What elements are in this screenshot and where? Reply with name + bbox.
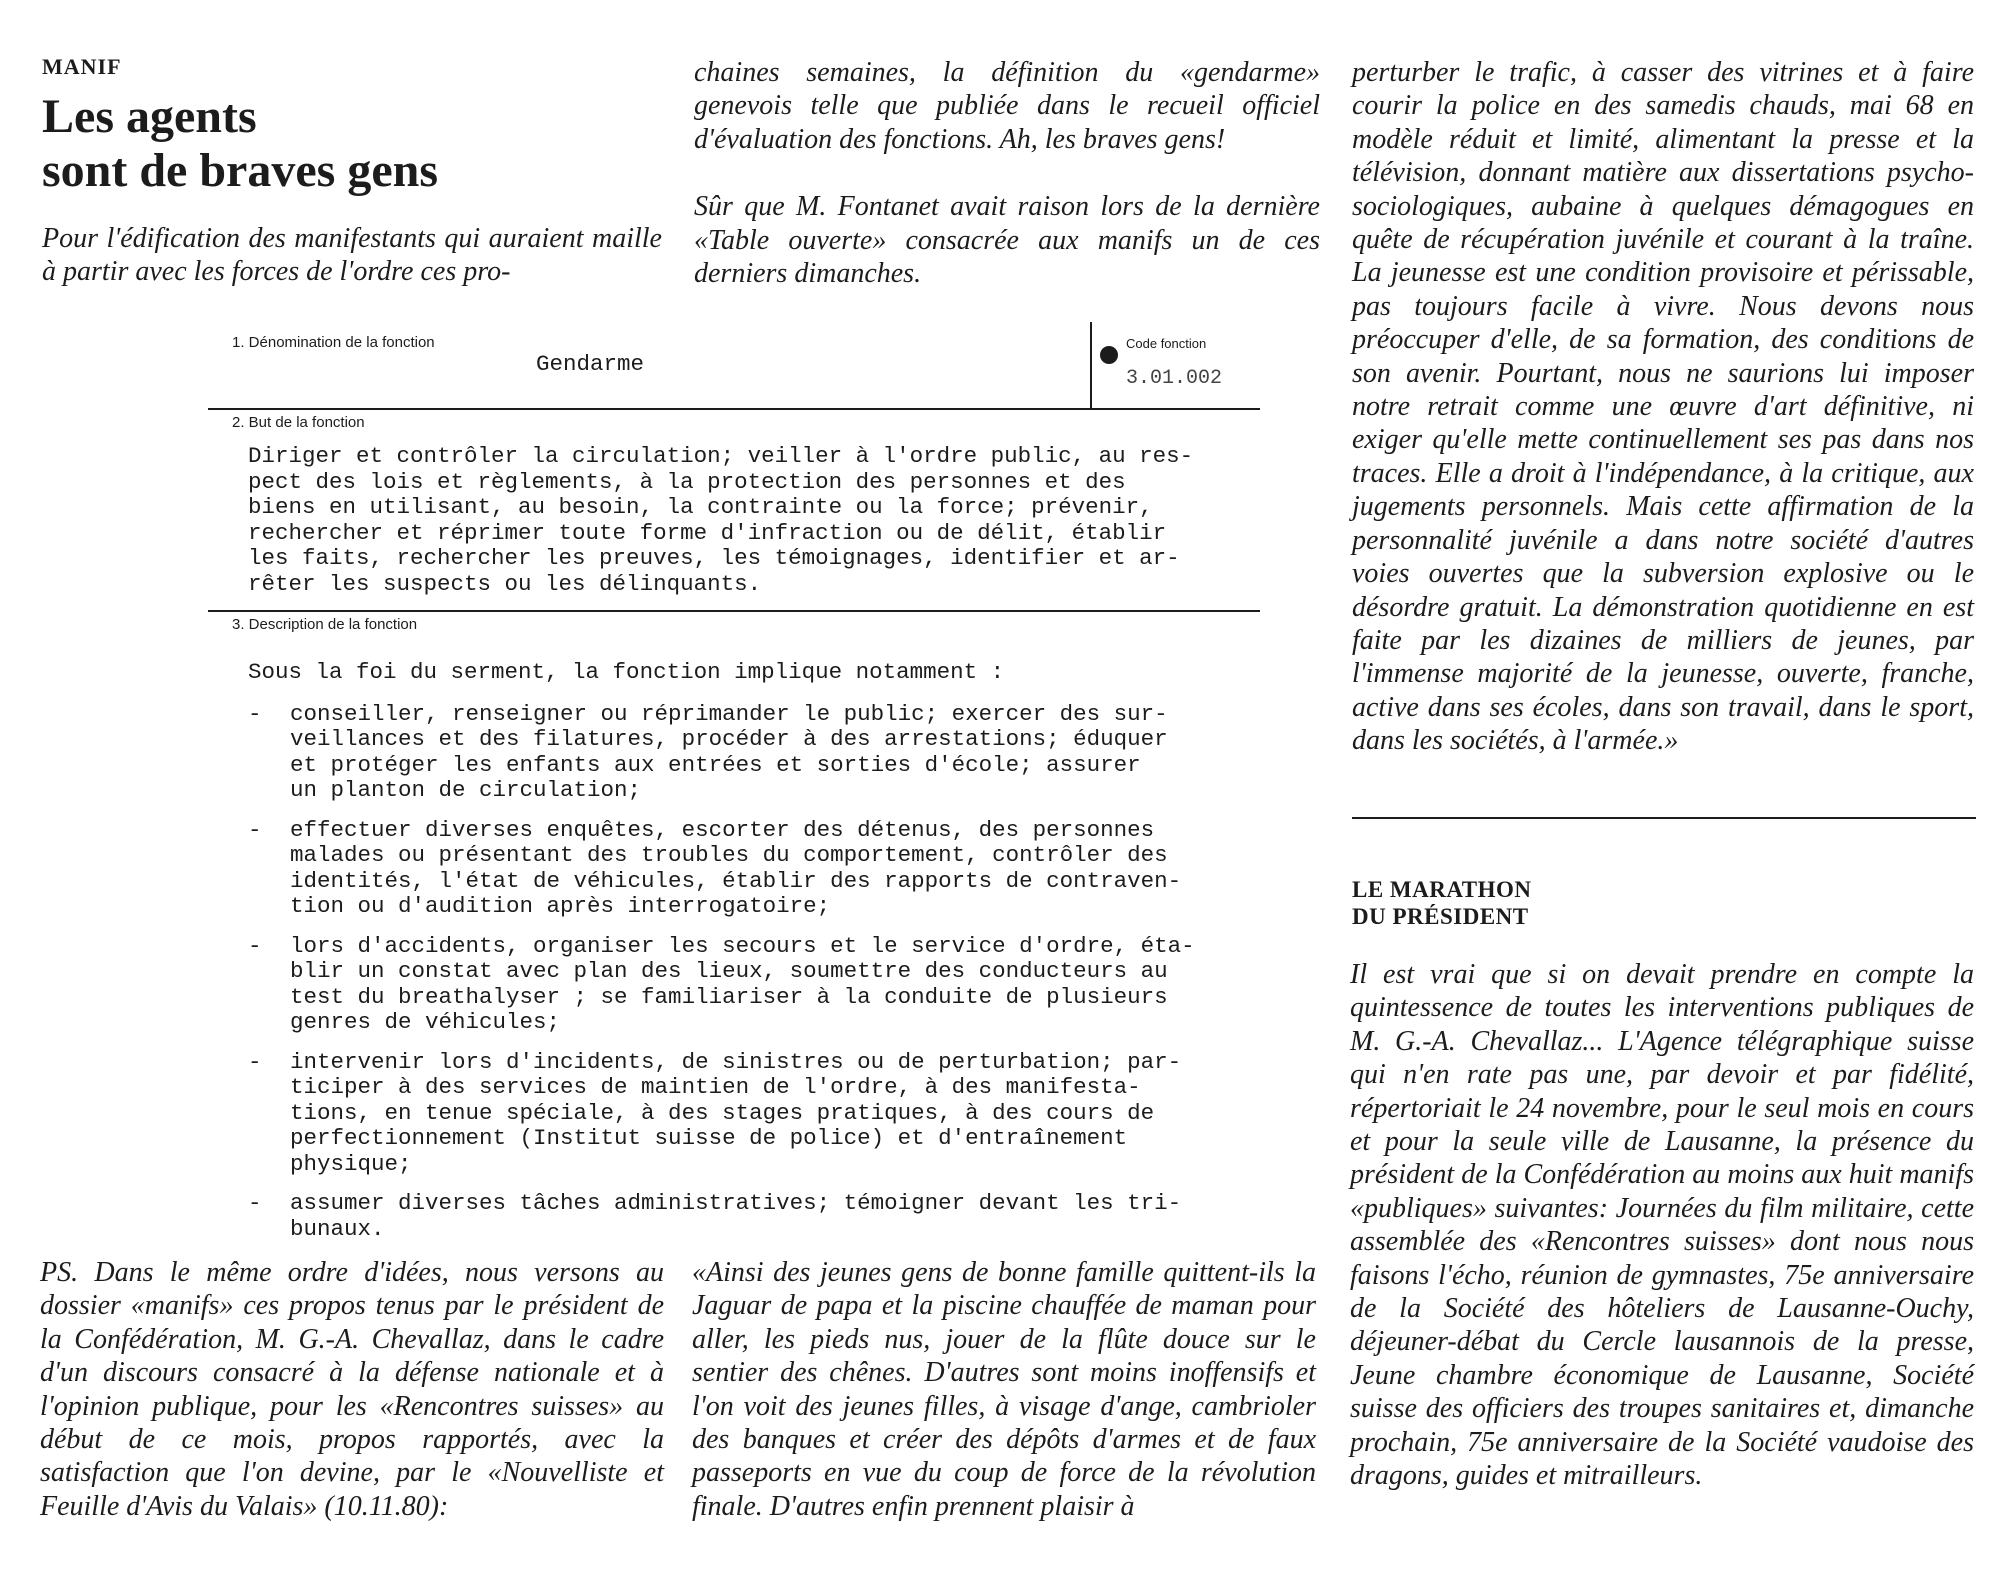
item-line: effectuer diverses enquêtes, escorter des détenus, des personnes xyxy=(290,816,1155,843)
article2-heading-line: DU PRÉSIDENT xyxy=(1352,904,1529,929)
item-line: veillances et des filatures, procéder à des arrestations; éduquer xyxy=(290,726,1168,752)
bullet-dot-icon xyxy=(1100,346,1118,364)
item-line: malades ou présentant des troubles du comportement, contrôler des xyxy=(290,842,1168,868)
description-item xyxy=(248,934,1248,1036)
article2-heading xyxy=(1352,876,1532,930)
item-line: intervenir lors d'incidents, de sinistres ou de perturbation; par- xyxy=(290,1048,1182,1075)
article2-heading-line: LE MARATHON xyxy=(1352,877,1532,902)
item-line: un planton de circulation; xyxy=(290,777,642,803)
item-line: test du breathalyser ; se familiariser à la conduite de plusieurs xyxy=(290,983,1168,1010)
item-line: tion ou d'audition après interrogatoire; xyxy=(290,893,831,919)
headline-line: Les agents xyxy=(42,90,257,143)
column-separator xyxy=(1352,817,1976,819)
ps-column xyxy=(40,1256,664,1523)
description-item xyxy=(248,702,1248,804)
article2-body xyxy=(1350,958,1974,1493)
purpose-line: rêter les suspects ou les délinquants. xyxy=(248,570,762,597)
field-label-purpose: 2. But de la fonction xyxy=(232,414,365,431)
item-line: perfectionnement (Institut suisse de police) et d'entraînement xyxy=(290,1125,1128,1151)
quote-column xyxy=(692,1256,1316,1523)
description-intro: Sous la foi du serment, la fonction implique notamment : xyxy=(248,659,1005,685)
field-label-code: Code fonction xyxy=(1126,336,1207,351)
item-line: conseiller, renseigner ou réprimander le public; exercer des sur- xyxy=(290,700,1168,727)
item-line: et protéger les enfants aux entrées et sorties d'école; assurer xyxy=(290,751,1141,778)
purpose-line: les faits, rechercher les preuves, les témoignages, identifier et ar- xyxy=(248,545,1180,571)
function-code-value: 3.01.002 xyxy=(1126,367,1223,390)
form-divider xyxy=(208,408,1260,410)
purpose-line: pect des lois et règlements, à la protection des personnes et des xyxy=(248,468,1126,495)
purpose-line: rechercher et réprimer toute forme d'infraction ou de délit, établir xyxy=(248,519,1167,546)
description-item xyxy=(248,1050,1248,1178)
headline-line: sont de braves gens xyxy=(42,144,439,197)
intro-paragraph: chaines semaines, la définition du «gendarme» genevois telle que publiée dans le recueil officiel d'évaluation des fonctions. Ah, les braves gens! xyxy=(694,57,1320,155)
item-line: assumer diverses tâches administratives; témoigner devant les tri- xyxy=(290,1190,1182,1216)
field-label-denomination: 1. Dénomination de la fonction xyxy=(232,334,435,351)
field-label-description: 3. Description de la fonction xyxy=(232,616,418,633)
dash-bullet: - xyxy=(248,816,262,843)
section-kicker: MANIF xyxy=(42,54,122,79)
dash-bullet: - xyxy=(248,700,262,727)
dash-bullet: - xyxy=(248,932,262,959)
purpose-line: Diriger et contrôler la circulation; veiller à l'ordre public, au res- xyxy=(248,443,1194,469)
article-intro xyxy=(694,56,1320,290)
item-line: identités, l'état de véhicules, établir des rapports de contraven- xyxy=(290,867,1182,894)
quote-continuation-paragraph: perturber le trafic, à casser des vitrines et à faire courir la police en des samedis chauds, mai 68 en modèle réduit et limité, alimentant la presse et la télévision, donnant matière aux dissertations psycho-sociologiques, aubaine à quelques démagogues en quête de récupération juvénile et courant à la traîne. La jeunesse est une condition provisoire et périssable, pas toujours facile à vivre. Nous devons nous préoccuper d'elle, de sa formation, des conditions de son avenir. Pourtant, nous ne saurions lui imposer notre retrait comme une œuvre d'art définitive, ni exiger qu'elle mette continuellement ses pas dans nos traces. Elle a droit à l'indépendance, à la critique, aux jugements personnels. Mais cette affirmation de la personnalité juvénile a dans notre société d'autres voies ouvertes que la subversion explosive ou le désordre gratuit. La démonstration quotidienne en est faite par les dizaines de milliers de jeunes, par l'immense majorité de la jeunesse, ouverte, franche, active dans ses écoles, dans son travail, dans le sport, dans les sociétés, à l'armée.» xyxy=(1352,57,1974,757)
item-line: lors d'accidents, organiser les secours et le service d'ordre, éta- xyxy=(290,932,1195,959)
quote-continuation xyxy=(1352,56,1974,758)
item-line: blir un constat avec plan des lieux, soumettre des conducteurs au xyxy=(290,958,1168,984)
article2-paragraph: Il est vrai que si on devait prendre en compte la quintessence de toutes les interventions publiques de M. G.-A. Chevallaz... L'Agence télégraphique suisse qui n'en rate pas une, par devoir et par fidélité, répertoriait le 24 novembre, pour le seul mois en cours et pour la seule ville de Lausanne, la présence du président de la Confédération au moins aux huit manifs «publiques» suivantes: Journées du film militaire, cette assemblée des «Rencontres suisses» dont nous nous faisons l'écho, réunion de gymnastes, 75e anniversaire de la Société des hôteliers de Lausanne-Ouchy, déjeuner-débat du Cercle lausannois de la presse, Jeune chambre économique de Lausanne, Société suisse des officiers des troupes sanitaires et, dimanche prochain, 75e anniversaire de la Société vaudoise des dragons, guides et mitrailleurs. xyxy=(1350,959,1974,1492)
quote-paragraph: «Ainsi des jeunes gens de bonne famille quittent-ils la Jaguar de papa et la piscine chauffée de maman pour aller, les pieds nus, jouer de la flûte douce sur le sentier des chênes. D'autres sont moins inoffensifs et l'on voit des jeunes filles, à visage d'ange, cambrioler des banques et créer des dépôts d'armes et de faux passeports en vue du coup de force de la révolution finale. D'autres enfin prennent plaisir à xyxy=(692,1257,1316,1522)
dash-bullet: - xyxy=(248,1048,262,1075)
article-headline xyxy=(42,90,438,198)
item-line: ticiper à des services de maintien de l'ordre, à des manifesta- xyxy=(290,1074,1141,1100)
item-line: bunaux. xyxy=(290,1215,385,1242)
article-lead xyxy=(42,222,662,289)
form-vertical-divider xyxy=(1090,322,1092,410)
job-definition-form xyxy=(208,322,1260,1242)
lead-paragraph: Pour l'édification des manifestants qui auraient maille à partir avec les forces de l'ordre ces pro- xyxy=(42,223,662,288)
dash-bullet: - xyxy=(248,1190,262,1216)
intro-paragraph-2: Sûr que M. Fontanet avait raison lors de la dernière «Table ouverte» consacrée aux manifs un de ces derniers dimanches. xyxy=(694,191,1320,290)
ps-paragraph: PS. Dans le même ordre d'idées, nous versons au dossier «manifs» ces propos tenus par le président de la Confédération, M. G.-A. Chevallaz, dans le cadre d'un discours consacré à la défense nationale et à l'opinion publique, pour les «Rencontres suisses» au début de ce mois, propos rapportés, avec la satisfaction que l'on devine, par le «Nouvelliste et Feuille d'Avis du Valais» (10.11.80): xyxy=(40,1257,664,1522)
description-item xyxy=(248,1191,1248,1242)
item-line: genres de véhicules; xyxy=(290,1009,561,1035)
form-divider xyxy=(208,610,1260,612)
item-line: tions, en tenue spéciale, à des stages pratiques, à des cours de xyxy=(290,1099,1155,1126)
purpose-text xyxy=(248,444,1193,597)
description-item xyxy=(248,818,1248,920)
purpose-line: biens en utilisant, au besoin, la contrainte ou la force; prévenir, xyxy=(248,494,1153,520)
description-text xyxy=(248,660,1248,1256)
function-name-value: Gendarme xyxy=(536,351,645,377)
item-line: physique; xyxy=(290,1150,412,1177)
